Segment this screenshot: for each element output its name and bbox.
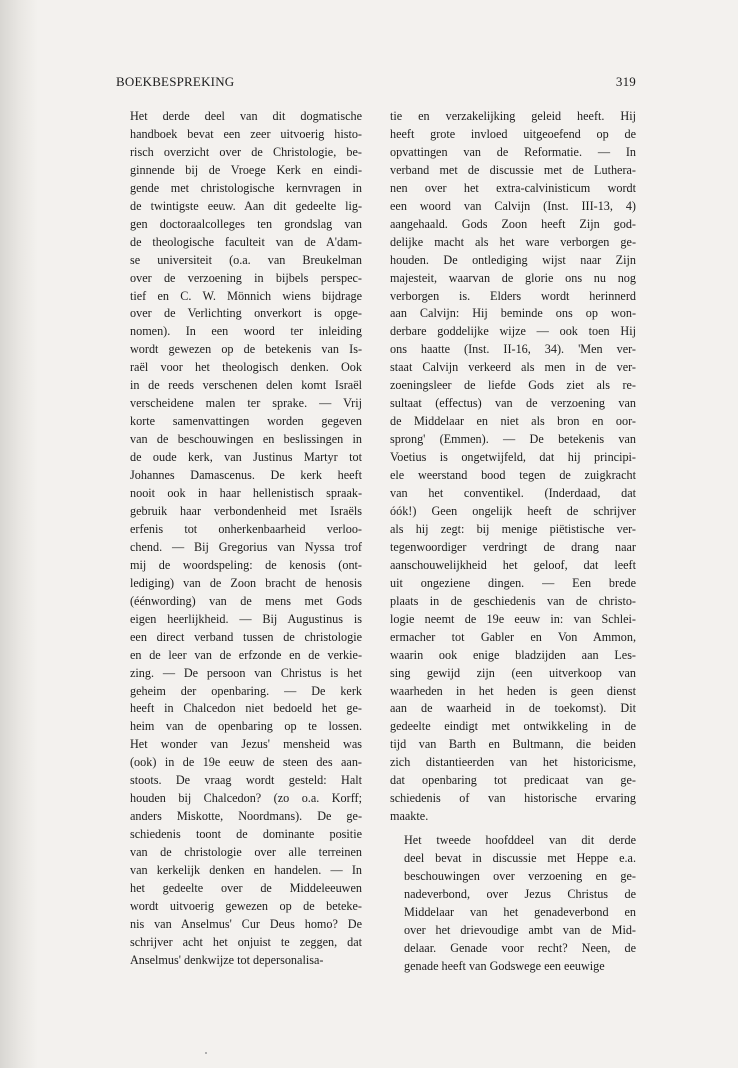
text-line: Anselmus' denkwijze tot depersonalisa- [130, 952, 324, 967]
text-line: uit ongeziene dingen. — Een brede [390, 575, 636, 590]
text-line: houden bij Chalcedon? (zo o.a. Korff; [130, 791, 362, 806]
text-line: van de christologie over alle terreinen [130, 845, 362, 860]
text-line: van kerkelijk denken en handelen. — In [130, 863, 362, 878]
text-line: gen doctoraalcolleges ten grondslag van [130, 216, 362, 231]
text-line: óók!) Geen ongelijk heeft de schrijver [390, 503, 636, 518]
text-line: maakte. [390, 809, 429, 824]
text-line: een woord van Calvijn (Inst. III-13, 4) [390, 198, 636, 213]
text-line: de theologische faculteit van de A'dam- [130, 234, 362, 249]
page-number: 319 [615, 74, 636, 89]
text-line: gebruik haar verbondenheid met Israëls [130, 503, 362, 518]
left-column [116, 108, 362, 970]
text-line: ele weerstand bood tegen de zuigkracht [390, 468, 636, 483]
text-line: risch overzicht over de Christologie, be- [130, 144, 362, 159]
text-line: genade heeft van Godswege een eeuwige [404, 958, 605, 973]
text-line: se universiteit (o.a. van Breukelman [130, 252, 362, 267]
text-line: tief en C. W. Mönnich wiens bijdrage [130, 288, 362, 303]
text-line: eigen heerlijkheid. — Bij Augustinus is [130, 611, 362, 626]
text-line: stoots. De vraag wordt gesteld: Halt [130, 773, 362, 788]
text-line: tijd van Barth en Bultmann, die beiden [390, 737, 636, 752]
text-line: nooit ook in haar hellenistisch spraak- [130, 486, 362, 501]
text-line: aan Calvijn: Hij beminde ons op won- [390, 306, 636, 321]
text-line: schrijver acht het onjuist te zeggen, dat [130, 934, 362, 949]
text-line: Voetius is ongetwijfeld, dat hij principi- [390, 450, 636, 465]
text-line: zoeningsleer de liefde Gods ziet als re- [390, 378, 636, 393]
scan-speck [205, 1052, 207, 1054]
text-line: gedeelte eindigt met ontwikkeling in de [390, 719, 636, 734]
text-line: Het wonder van Jezus' mensheid was [130, 737, 362, 752]
text-line: gende met christologische kernvragen in [130, 180, 362, 195]
text-line: van het conventikel. (Inderdaad, dat [390, 486, 636, 501]
text-line: wordt gewezen op de betekenis van Is- [130, 342, 362, 357]
text-line: handboek bevat een zeer uitvoerig histo- [130, 126, 362, 141]
paragraph [390, 108, 636, 826]
text-line: tie en verzakelijking geleid heeft. Hij [390, 109, 636, 123]
text-line: geheim der openbaring. — De kerk [130, 683, 362, 698]
text-line: heeft in Chalcedon niet bedoeld het ge- [130, 701, 362, 716]
text-line: in de reeds verschenen delen komt Israël [130, 378, 362, 393]
paragraph [390, 832, 636, 976]
text-line: anders Miskotte, Noordmans). De ge- [130, 809, 362, 824]
text-line: nen over het extra-calvinisticum wordt [390, 180, 636, 195]
text-line: delijke macht als het ware verborgen ge- [390, 234, 636, 249]
text-line: delaar. Genade voor recht? Neen, de [404, 940, 636, 955]
text-line: de twintigste eeuw. Aan dit gedeelte lig- [130, 198, 362, 213]
text-line: heim van de openbaring op te lossen. [130, 719, 362, 734]
text-line: sultaat (effectus) van de verzoening van [390, 396, 636, 411]
text-line: beschouwingen over verzoening en ge- [404, 869, 636, 884]
paragraph [116, 108, 362, 970]
text-line: opvattingen van de Reformatie. — In [390, 144, 636, 159]
text-line: verscheidene malen ter sprake. — Vrij [130, 396, 362, 411]
text-line: waarin ook enige bladzijden aan Les- [390, 647, 636, 662]
running-header [116, 74, 636, 94]
text-line: derbare goddelijke wijze — ook toen Hij [390, 324, 636, 339]
text-line: majesteit, waarvan de glorie ons nu nog [390, 270, 636, 285]
text-line: wordt uitvoerig gewezen op de beteke- [130, 898, 362, 913]
text-line: van de beschouwingen en beslissingen in [130, 432, 362, 447]
text-line: sing gewijd zijn (een uitverkoop van [390, 665, 636, 680]
scan-page-edge [0, 0, 38, 1068]
text-line: (éénwording) van de mens met Gods [130, 593, 362, 608]
text-line: (ook) in de 19e eeuw de steen des aan- [130, 755, 362, 770]
text-line: over de verzoening in bijbels perspec- [130, 270, 362, 285]
section-title: BOEKBESPREKING [116, 74, 235, 89]
text-line: deel bevat in discussie met Heppe e.a. [404, 851, 636, 866]
right-column [390, 108, 636, 976]
text-line: Het tweede hoofddeel van dit derde [404, 833, 636, 848]
text-line: Middelaar van het genadeverbond en [404, 904, 636, 919]
text-line: lediging) van de Zoon bracht de henosis [130, 575, 362, 590]
text-line: en de leer van de erfzonde en de verkie- [130, 647, 362, 662]
text-line: de Middelaar en niet als bron en oor- [390, 414, 636, 429]
text-line: nadeverbond, over Jezus Christus de [404, 886, 636, 901]
text-line: sprong' (Emmen). — De betekenis van [390, 432, 636, 447]
text-line: aangehaald. Gods Zoon heeft Zijn god- [390, 216, 636, 231]
text-line: nis van Anselmus' Cur Deus homo? De [130, 916, 362, 931]
text-line: de oude kerk, van Justinus Martyr tot [130, 450, 362, 465]
text-line: verborgen is. Elders wordt herinnerd [390, 288, 636, 303]
text-line: over de Verlichting onverkort is opge- [130, 306, 362, 321]
text-line: logie neemt de 19e eeuw in: van Schlei- [390, 611, 636, 626]
text-line: erfenis tot onherkenbaarheid verloo- [130, 521, 362, 536]
text-line: Het derde deel van dit dogmatische [130, 109, 362, 123]
text-line: dat openbaring tot predicaat van ge- [390, 773, 636, 788]
text-line: tegenwoordiger verdringt de drang naar [390, 539, 636, 554]
text-line: aanschouwelijkheid het geloof, dat leeft [390, 557, 636, 572]
text-line: heeft grote invloed uitgeoefend op de [390, 126, 636, 141]
text-line: ginnende bij de Vroege Kerk en eindi- [130, 162, 362, 177]
text-line: plaats in de geschiedenis van de christo- [390, 593, 636, 608]
text-line: een direct verband tussen de christologie [130, 629, 362, 644]
text-line: Johannes Damascenus. De kerk heeft [130, 468, 362, 483]
text-line: nomen). In een woord ter inleiding [130, 324, 362, 339]
text-line: verband met de discussie met de Luthera- [390, 162, 636, 177]
text-line: mij de woordspeling: de kenosis (ont- [130, 557, 362, 572]
text-line: ons haatte (Inst. II-16, 34). 'Men ver- [390, 342, 636, 357]
text-line: houden. De ontlediging wijst naar Zijn [390, 252, 636, 267]
text-line: het gedeelte over de Middeleeuwen [130, 880, 362, 895]
text-line: korte samenvattingen worden gegeven [130, 414, 362, 429]
text-line: schiedenis of van historische ervaring [390, 791, 636, 806]
text-line: zing. — De persoon van Christus is het [130, 665, 362, 680]
text-line: staat Calvijn verkeerd als men in de ver- [390, 360, 636, 375]
text-line: aan de waarheid in de toekomst). Dit [390, 701, 636, 716]
text-line: zich distantieerden van het historicisme, [390, 755, 636, 770]
text-line: als hij zegt: bij menige piëtistische ver- [390, 521, 636, 536]
text-line: waarheden in het heden is geen dienst [390, 683, 636, 698]
text-line: ermacher tot Gabler en Von Ammon, [390, 629, 636, 644]
text-line: schiedenis toont de dominante positie [130, 827, 362, 842]
text-line: chend. — Bij Gregorius van Nyssa trof [130, 539, 362, 554]
text-line: over het drievoudige ambt van de Mid- [404, 922, 636, 937]
text-line: raël voor het theologisch denken. Ook [130, 360, 362, 375]
